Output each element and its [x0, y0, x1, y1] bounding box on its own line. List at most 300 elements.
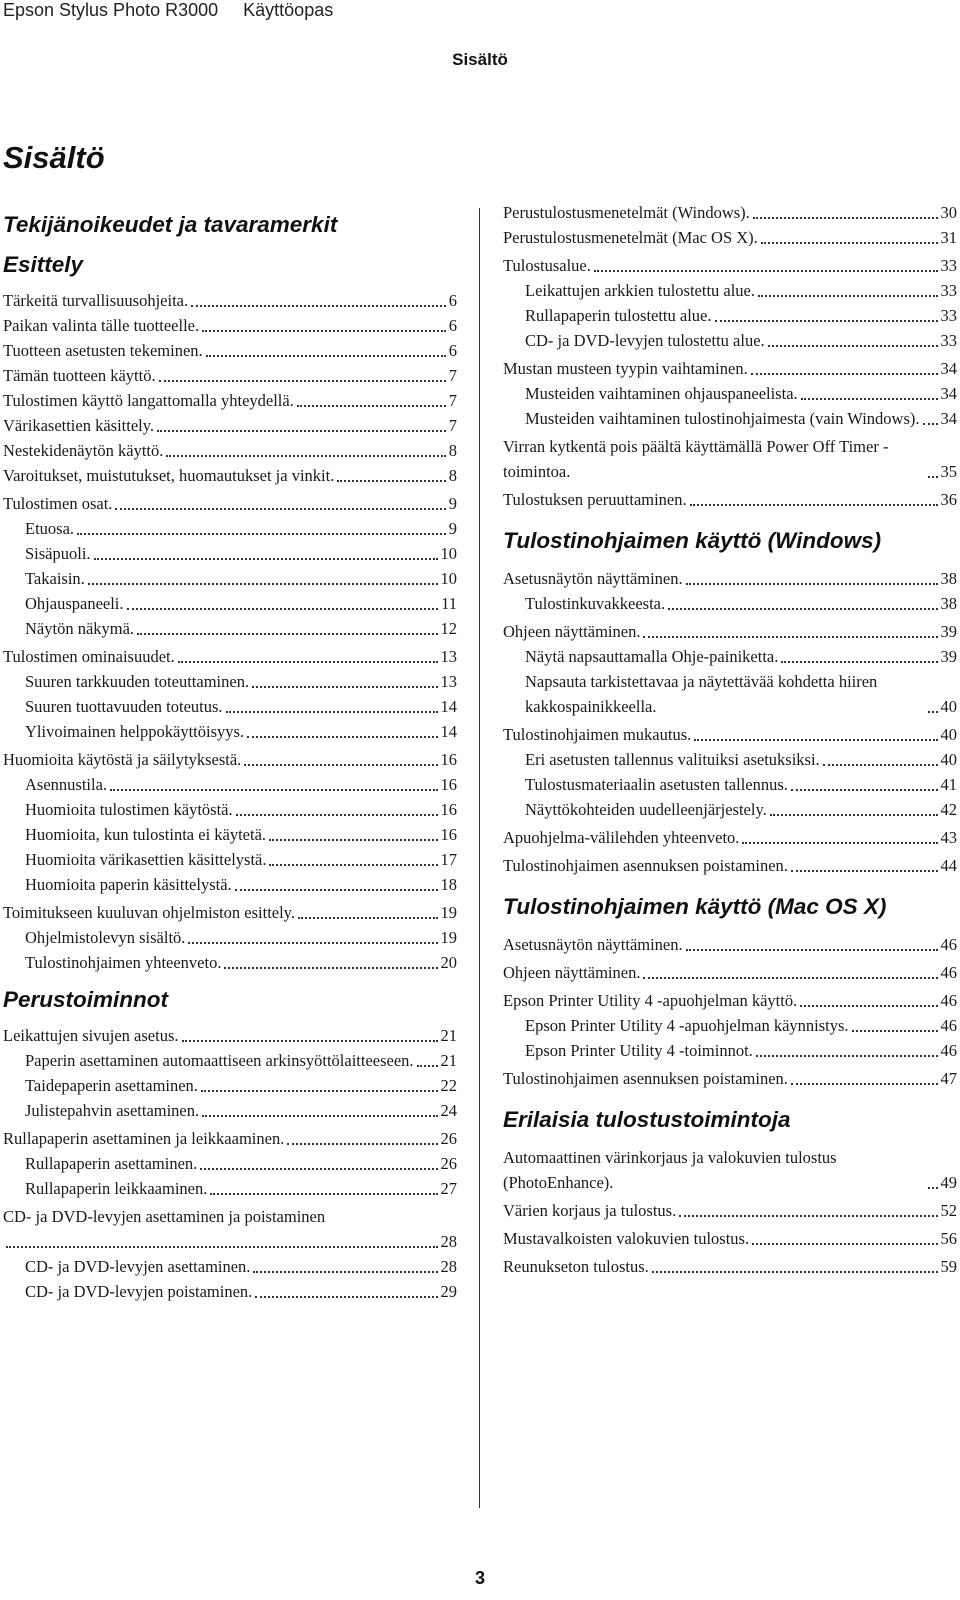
dot-leader	[652, 1261, 938, 1273]
toc-entry-title: Rullapaperin leikkaaminen.	[25, 1179, 208, 1198]
section-heading-perustoiminnot[interactable]: Perustoiminnot	[3, 987, 169, 1012]
toc-entry[interactable]	[3, 1023, 457, 1048]
toc-entry[interactable]	[503, 487, 957, 512]
dot-leader	[77, 523, 446, 535]
toc-page-number: 10	[440, 544, 457, 563]
toc-entry-title: Tulostinkuvakkeesta.	[525, 594, 666, 613]
toc-entry[interactable]	[3, 1126, 457, 1151]
dot-leader	[852, 1020, 938, 1032]
toc-entry-title: Takaisin.	[25, 569, 85, 588]
toc-page-number: 12	[440, 619, 457, 638]
toc-entry-title: Huomioita tulostimen käytöstä.	[25, 800, 233, 819]
toc-entry[interactable]	[503, 356, 957, 381]
toc-entry[interactable]	[503, 278, 957, 303]
dot-leader	[159, 370, 446, 382]
dot-leader	[269, 829, 437, 841]
toc-entry[interactable]	[3, 925, 457, 950]
toc-entry[interactable]	[503, 1013, 957, 1038]
toc-entry-title: CD- ja DVD-levyjen asettaminen.	[25, 1257, 251, 1276]
dot-leader	[417, 1055, 438, 1067]
toc-page-number: 47	[940, 1069, 957, 1088]
toc-entry-title: Huomioita käytöstä ja säilytyksestä.	[3, 750, 242, 769]
dot-leader	[679, 1205, 937, 1217]
toc-entry[interactable]	[3, 338, 457, 363]
toc-entry-title: Rullapaperin asettaminen.	[25, 1154, 198, 1173]
toc-right-column	[503, 200, 957, 1282]
toc-entry-title: Asetusnäytön näyttäminen.	[503, 569, 683, 588]
toc-page-number: 31	[940, 228, 957, 247]
toc-entry-title: Tärkeitä turvallisuusohjeita.	[3, 291, 189, 310]
toc-group	[3, 1023, 457, 1123]
toc-page-number: 7	[448, 416, 457, 435]
dot-leader	[191, 295, 446, 307]
toc-entry-title: Asennustila.	[25, 775, 108, 794]
toc-entry[interactable]	[3, 719, 457, 744]
toc-entry-title: Rullapaperin asettaminen ja leikkaaminen.	[3, 1129, 285, 1148]
toc-entry[interactable]	[3, 491, 457, 516]
dot-leader	[594, 260, 938, 272]
toc-entry-title: Tulostusmateriaalin asetusten tallennus.	[525, 775, 788, 794]
toc-group	[503, 356, 957, 431]
dot-leader	[236, 804, 438, 816]
toc-page-number: 6	[448, 316, 457, 335]
toc-entry[interactable]	[3, 388, 457, 413]
dot-leader	[758, 285, 937, 297]
toc-entry-title: Eri asetusten tallennus valituiksi asetuksiksi.	[525, 750, 820, 769]
dot-leader	[252, 676, 437, 688]
toc-page-number: 33	[940, 256, 957, 275]
toc-entry-title: Ylivoimainen helppokäyttöisyys.	[25, 722, 245, 741]
toc-entry-title: Tulostinohjaimen asennuksen poistaminen.	[503, 1069, 788, 1088]
dot-leader	[88, 573, 438, 585]
toc-entry-title: Tämän tuotteen käyttö.	[3, 366, 156, 385]
dot-leader	[178, 651, 438, 663]
toc-page-number: 10	[440, 569, 457, 588]
toc-entry-title: Värien korjaus ja tulostus.	[503, 1201, 677, 1220]
dot-leader	[768, 335, 938, 347]
toc-entry[interactable]	[3, 872, 457, 897]
toc-page-number: 21	[440, 1051, 457, 1070]
toc-entry[interactable]	[503, 434, 957, 484]
dot-leader	[188, 932, 437, 944]
toc-entry[interactable]	[3, 463, 457, 488]
toc-page-number: 27	[440, 1179, 457, 1198]
toc-entry[interactable]	[503, 988, 957, 1013]
dot-leader	[94, 548, 438, 560]
dot-leader	[751, 363, 938, 375]
toc-entry-title: Napsauta tarkistettavaa ja näytettävää kohdetta hiiren kakkospainikkeella.	[525, 672, 878, 716]
toc-group	[3, 1204, 457, 1304]
toc-entry-title: Tulostuksen peruuttaminen.	[503, 490, 687, 509]
toc-entry[interactable]	[3, 288, 457, 313]
dot-leader	[800, 995, 937, 1007]
dot-leader	[686, 573, 938, 585]
toc-entry-title: CD- ja DVD-levyjen tulostettu alue.	[525, 331, 765, 350]
toc-page-number: 11	[441, 594, 457, 613]
toc-entry-title: Suuren tuottavuuden toteutus.	[25, 697, 223, 716]
dot-leader	[690, 494, 938, 506]
toc-entry[interactable]	[3, 516, 457, 541]
toc-entry-title: Etuosa.	[25, 519, 75, 538]
toc-page-number: 40	[940, 697, 957, 716]
toc-entry[interactable]	[503, 1198, 957, 1223]
dot-leader	[337, 470, 445, 482]
dot-leader	[127, 598, 439, 610]
toc-page-number: 39	[940, 647, 957, 666]
dot-leader	[770, 804, 938, 816]
toc-page-number: 6	[448, 341, 457, 360]
dot-leader	[253, 1261, 437, 1273]
dot-leader	[201, 1080, 438, 1092]
running-header	[3, 0, 353, 21]
toc-page-number: 21	[440, 1026, 457, 1045]
dot-leader	[244, 754, 437, 766]
toc-entry-title: CD- ja DVD-levyjen poistaminen.	[25, 1282, 253, 1301]
dot-leader	[791, 779, 938, 791]
toc-entry-title: Paperin asettaminen automaattiseen arkinsyöttölaitteeseen.	[25, 1051, 414, 1070]
toc-entry[interactable]	[503, 566, 957, 591]
dot-leader	[137, 623, 437, 635]
toc-entry[interactable]	[503, 853, 957, 878]
toc-entry-title: Tulostimen ominaisuudet.	[3, 647, 175, 666]
toc-entry[interactable]	[503, 669, 957, 719]
toc-entry[interactable]	[3, 413, 457, 438]
toc-group	[503, 253, 957, 353]
toc-page-number: 36	[940, 490, 957, 509]
toc-group	[503, 434, 957, 484]
dot-leader	[928, 466, 938, 478]
dot-leader	[928, 1177, 938, 1189]
toc-page-number: 16	[440, 825, 457, 844]
toc-entry[interactable]	[3, 591, 457, 616]
toc-page-number: 16	[440, 800, 457, 819]
toc-page-number: 46	[940, 1016, 957, 1035]
toc-page-number: 26	[440, 1154, 457, 1173]
toc-entry[interactable]	[3, 822, 457, 847]
toc-entry[interactable]	[503, 381, 957, 406]
toc-page-number: 18	[440, 875, 457, 894]
toc-left-column	[3, 200, 457, 1307]
toc-group	[503, 722, 957, 822]
toc-entry-title: Näyttökohteiden uudelleenjärjestely.	[525, 800, 767, 819]
toc-entry[interactable]	[503, 200, 957, 225]
toc-entry[interactable]	[503, 1226, 957, 1251]
toc-entry[interactable]	[3, 950, 457, 975]
toc-entry-title: Virran kytkentä pois päältä käyttämällä Power Off Timer -toimintoa.	[503, 437, 889, 481]
toc-entry[interactable]	[503, 1038, 957, 1063]
toc-page-number: 33	[940, 281, 957, 300]
toc-entry[interactable]	[503, 619, 957, 644]
toc-entry[interactable]	[503, 1254, 957, 1279]
toc-page-number: 20	[440, 953, 457, 972]
toc-page-number: 30	[940, 203, 957, 222]
toc-entry-title: CD- ja DVD-levyjen asettaminen ja poistaminen	[3, 1207, 326, 1226]
toc-entry[interactable]	[3, 541, 457, 566]
toc-entry-title: Nestekidenäytön käyttö.	[3, 441, 164, 460]
page-title: Sisältö	[3, 140, 105, 175]
toc-page-number: 33	[940, 306, 957, 325]
toc-entry-title: Automaattinen värinkorjaus ja valokuvien tulostus (PhotoEnhance).	[503, 1148, 837, 1192]
toc-entry-title: Ohjauspaneeli.	[25, 594, 124, 613]
dot-leader	[287, 1133, 437, 1145]
toc-entry-title: Taidepaperin asettaminen.	[25, 1076, 198, 1095]
dot-leader	[752, 1233, 937, 1245]
toc-group	[503, 1198, 957, 1223]
toc-page-number: 49	[940, 1173, 957, 1192]
toc-entry[interactable]	[3, 747, 457, 772]
toc-entry[interactable]	[503, 1066, 957, 1091]
toc-group	[3, 491, 457, 641]
toc-entry-title: Tulostimen osat.	[3, 494, 113, 513]
toc-group	[503, 487, 957, 512]
toc-entry-title: Musteiden vaihtaminen ohjauspaneelista.	[525, 384, 798, 403]
toc-entry[interactable]	[503, 328, 957, 353]
toc-entry-title: Tuotteen asetusten tekeminen.	[3, 341, 203, 360]
dot-leader	[157, 420, 446, 432]
toc-entry-title: Epson Printer Utility 4 -toiminnot.	[525, 1041, 753, 1060]
dot-leader	[791, 1073, 938, 1085]
toc-page-number: 7	[448, 391, 457, 410]
dot-leader	[235, 879, 438, 891]
toc-group	[503, 932, 957, 957]
dot-leader	[791, 860, 938, 872]
toc-page-number: 41	[940, 775, 957, 794]
toc-page-number: 13	[440, 647, 457, 666]
toc-entry-title: Paikan valinta tälle tuotteelle.	[3, 316, 200, 335]
toc-entry[interactable]	[3, 772, 457, 797]
toc-group	[503, 1226, 957, 1251]
toc-group	[3, 900, 457, 975]
toc-page-number: 42	[940, 800, 957, 819]
dot-leader	[202, 320, 446, 332]
toc-entry-title: Musteiden vaihtaminen tulostinohjaimesta (vain Windows).	[525, 409, 920, 428]
dot-leader	[115, 498, 445, 510]
toc-page-number: 34	[940, 384, 957, 403]
toc-group	[503, 1066, 957, 1091]
dot-leader	[224, 957, 437, 969]
toc-page-number: 19	[440, 928, 457, 947]
dot-leader	[928, 701, 938, 713]
toc-entry-title: Perustulostusmenetelmät (Mac OS X).	[503, 228, 758, 247]
dot-leader	[756, 1045, 938, 1057]
toc-page-number: 26	[440, 1129, 457, 1148]
toc-entry-title: Ohjelmistolevyn sisältö.	[25, 928, 186, 947]
dot-leader	[668, 598, 937, 610]
toc-group	[503, 960, 957, 985]
toc-entry-title: Huomioita, kun tulostinta ei käytetä.	[25, 825, 267, 844]
dot-leader	[166, 445, 445, 457]
toc-page-number: 43	[940, 828, 957, 847]
dot-leader	[206, 345, 446, 357]
toc-page-number: 28	[440, 1257, 457, 1276]
toc-entry[interactable]	[503, 1145, 957, 1195]
dot-leader	[823, 754, 938, 766]
toc-group	[3, 747, 457, 897]
toc-group	[503, 825, 957, 850]
dot-leader	[694, 729, 937, 741]
toc-page-number: 24	[440, 1101, 457, 1120]
dot-leader	[182, 1030, 438, 1042]
toc-page-number: 39	[940, 622, 957, 641]
toc-entry-title: Leikattujen sivujen asetus.	[3, 1026, 179, 1045]
toc-entry[interactable]	[3, 363, 457, 388]
dot-leader	[297, 395, 446, 407]
toc-entry-title: Tulostinohjaimen asennuksen poistaminen.	[503, 856, 788, 875]
toc-entry-title: Perustulostusmenetelmät (Windows).	[503, 203, 750, 222]
toc-entry-title: Ohjeen näyttäminen.	[503, 622, 641, 641]
dot-leader	[715, 310, 938, 322]
toc-entry-title: Ohjeen näyttäminen.	[503, 963, 641, 982]
toc-entry[interactable]	[3, 1204, 457, 1229]
toc-page-number: 46	[940, 935, 957, 954]
section-heading-tulostinohjaimen-kaytto-windows[interactable]: Tulostinohjaimen käyttö (Windows)	[503, 528, 882, 553]
toc-entry-title: Tulostimen käyttö langattomalla yhteydellä.	[3, 391, 294, 410]
toc-entry[interactable]	[3, 1279, 457, 1304]
toc-entry[interactable]	[3, 669, 457, 694]
section-heading-tulostinohjaimen-kaytto-mac-os-x[interactable]: Tulostinohjaimen käyttö (Mac OS X)	[503, 894, 887, 919]
toc-page-number: 28	[440, 1232, 457, 1251]
dot-leader	[923, 413, 938, 425]
toc-page-number: 44	[940, 856, 957, 875]
toc-group	[503, 566, 957, 616]
toc-entry-title: Huomioita värikasettien käsittelystä.	[25, 850, 267, 869]
toc-entry[interactable]	[503, 406, 957, 431]
product-name: Epson Stylus Photo R3000	[3, 0, 219, 20]
toc-entry-title: Tulostusalue.	[503, 256, 591, 275]
toc-group	[503, 200, 957, 250]
toc-entry-title: Sisäpuoli.	[25, 544, 91, 563]
dot-leader	[110, 779, 437, 791]
toc-entry-title: Mustan musteen tyypin vaihtaminen.	[503, 359, 748, 378]
toc-entry[interactable]	[3, 566, 457, 591]
toc-entry[interactable]	[3, 847, 457, 872]
toc-entry-title: Leikattujen arkkien tulostettu alue.	[525, 281, 756, 300]
section-heading-erilaisia-tulostustoimintoja[interactable]: Erilaisia tulostustoimintoja	[503, 1107, 791, 1132]
dot-leader	[210, 1183, 437, 1195]
dot-leader	[247, 726, 437, 738]
toc-page-number: 38	[940, 569, 957, 588]
dot-leader	[202, 1105, 437, 1117]
toc-entry[interactable]	[3, 1254, 457, 1279]
toc-entry[interactable]	[3, 1151, 457, 1176]
section-label: Sisältö	[452, 50, 508, 69]
toc-page-number: 9	[448, 494, 457, 513]
toc-page-number: 35	[940, 462, 957, 481]
toc-group	[3, 288, 457, 488]
toc-entry[interactable]	[503, 932, 957, 957]
toc-entry-title: Asetusnäytön näyttäminen.	[503, 935, 683, 954]
toc-entry-title: Julistepahvin asettaminen.	[25, 1101, 200, 1120]
toc-page-number: 33	[940, 331, 957, 350]
toc-page-number: 19	[440, 903, 457, 922]
toc-page-number: 8	[448, 466, 457, 485]
dot-leader	[686, 939, 938, 951]
toc-entry[interactable]	[3, 438, 457, 463]
toc-entry[interactable]	[3, 616, 457, 641]
section-heading-tekijanoikeudet-ja-tavaramerkit[interactable]: Tekijänoikeudet ja tavaramerkit	[3, 212, 338, 237]
toc-page-number: 34	[940, 359, 957, 378]
toc-page-number: 59	[940, 1257, 957, 1276]
toc-group	[503, 853, 957, 878]
toc-entry[interactable]	[3, 644, 457, 669]
dot-leader	[742, 832, 937, 844]
toc-page-number: 40	[940, 750, 957, 769]
toc-entry[interactable]	[3, 1073, 457, 1098]
toc-group	[503, 1254, 957, 1279]
toc-page-number: 56	[940, 1229, 957, 1248]
toc-entry-title: Tulostinohjaimen yhteenveto.	[25, 953, 222, 972]
toc-entry[interactable]	[503, 747, 957, 772]
toc-entry[interactable]	[503, 644, 957, 669]
toc-page-number: 8	[448, 441, 457, 460]
toc-entry-title: Epson Printer Utility 4 -apuohjelman käynnistys.	[525, 1016, 849, 1035]
toc-entry[interactable]	[3, 1048, 457, 1073]
toc-entry-title: Näytä napsauttamalla Ohje-painiketta.	[525, 647, 779, 666]
toc-group	[503, 1145, 957, 1195]
toc-entry[interactable]	[503, 722, 957, 747]
toc-entry[interactable]	[3, 1176, 457, 1201]
toc-entry-title: Apuohjelma-välilehden yhteenveto.	[503, 828, 740, 847]
toc-entry[interactable]	[3, 1098, 457, 1123]
toc-entry[interactable]	[3, 1229, 457, 1254]
toc-page-number: 46	[940, 1041, 957, 1060]
toc-page-number: 14	[440, 722, 457, 741]
toc-entry-title: Epson Printer Utility 4 -apuohjelman käyttö.	[503, 991, 798, 1010]
toc-entry[interactable]	[503, 825, 957, 850]
toc-entry-title: Rullapaperin tulostettu alue.	[525, 306, 712, 325]
toc-entry[interactable]	[503, 772, 957, 797]
toc-page-number: 16	[440, 750, 457, 769]
toc-page-number: 17	[440, 850, 457, 869]
dot-leader	[643, 967, 937, 979]
toc-entry[interactable]	[3, 313, 457, 338]
toc-page-number: 9	[448, 519, 457, 538]
toc-entry-title: Tulostinohjaimen mukautus.	[503, 725, 692, 744]
dot-leader	[753, 207, 938, 219]
toc-page-number: 34	[940, 409, 957, 428]
toc-page-number: 46	[940, 991, 957, 1010]
dot-leader	[226, 701, 438, 713]
toc-entry[interactable]	[3, 694, 457, 719]
dot-leader	[643, 626, 937, 638]
page-number: 3	[474, 1568, 485, 1588]
toc-entry-title: Värikasettien käsittely.	[3, 416, 155, 435]
toc-entry[interactable]	[503, 303, 957, 328]
toc-page-number: 16	[440, 775, 457, 794]
toc-group	[503, 988, 957, 1063]
toc-page-number: 6	[448, 291, 457, 310]
toc-page-number: 29	[440, 1282, 457, 1301]
toc-entry[interactable]	[503, 797, 957, 822]
toc-entry-title: Reunukseton tulostus.	[503, 1257, 649, 1276]
toc-entry[interactable]	[3, 797, 457, 822]
toc-group	[3, 644, 457, 744]
dot-leader	[298, 907, 438, 919]
column-divider	[479, 208, 480, 1508]
toc-entry[interactable]	[3, 900, 457, 925]
toc-entry[interactable]	[503, 225, 957, 250]
toc-entry[interactable]	[503, 591, 957, 616]
toc-entry-title: Suuren tarkkuuden toteuttaminen.	[25, 672, 250, 691]
toc-entry[interactable]	[503, 960, 957, 985]
dot-leader	[761, 232, 938, 244]
toc-entry[interactable]	[503, 253, 957, 278]
dot-leader	[269, 854, 437, 866]
section-heading-esittely[interactable]: Esittely	[3, 252, 84, 277]
toc-entry-title: Toimitukseen kuuluvan ohjelmiston esittely.	[3, 903, 295, 922]
dot-leader	[200, 1158, 437, 1170]
dot-leader	[801, 388, 938, 400]
